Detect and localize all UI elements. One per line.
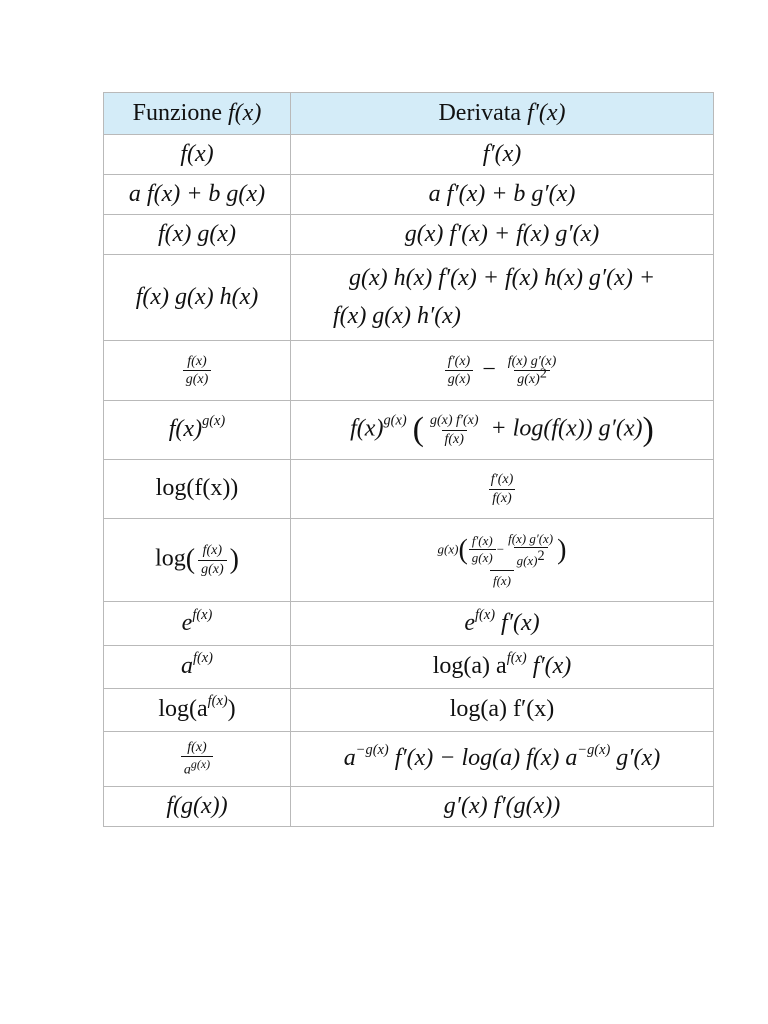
- table-row: [104, 341, 714, 401]
- table-header-row: [104, 93, 714, 135]
- header-function: [104, 93, 291, 135]
- derivative-cell: log(a) f′(x): [291, 689, 714, 732]
- table-row: [104, 460, 714, 519]
- function-text: log(f(x)): [155, 475, 239, 502]
- function-fraction: [181, 740, 213, 778]
- big-fraction-numerator: [434, 532, 571, 571]
- log-text: log: [155, 545, 186, 572]
- derivative-cell: [291, 646, 714, 689]
- function-cell: a f(x) + b g(x): [104, 175, 291, 215]
- derivative-line-1: g(x) h(x) f′(x) + f(x) h(x) g′(x) +: [348, 264, 656, 291]
- fraction-numerator: f(x): [202, 543, 223, 559]
- function-cell: [104, 602, 291, 646]
- table-row: [104, 732, 714, 787]
- power-base: e: [464, 609, 476, 636]
- fraction-numerator: f′(x): [490, 472, 514, 488]
- fraction-numerator: f(x): [187, 353, 207, 369]
- denominator-exponent: 2: [537, 547, 545, 564]
- header-derivative-word: Derivata: [438, 99, 522, 126]
- table-row: [104, 519, 714, 602]
- fraction-denominator: [514, 366, 550, 387]
- derivative-fraction-b: [505, 354, 560, 388]
- table-row: [104, 255, 714, 341]
- header-function-word: Funzione: [132, 99, 222, 126]
- fraction-denominator: g(x): [445, 370, 474, 387]
- power-exponent: g(x): [202, 413, 226, 430]
- fraction-numerator: f(x) g′(x): [507, 353, 557, 369]
- fraction-numerator: f′(x): [471, 533, 493, 549]
- table-row: [104, 646, 714, 689]
- fraction-denominator: f(x): [489, 489, 514, 506]
- derivative-end: g′(x): [616, 745, 661, 772]
- derivative-line-2: f(x) g(x) h′(x): [333, 302, 461, 329]
- function-cell: [104, 460, 291, 519]
- close-paren: ): [557, 533, 567, 565]
- power-base: f(x): [350, 415, 384, 442]
- inner-fraction-a: [469, 534, 496, 566]
- derivative-cell: [291, 602, 714, 646]
- open-paren: (: [412, 411, 424, 448]
- function-cell: [104, 689, 291, 732]
- table-row: [104, 602, 714, 646]
- derivative-cell: [291, 341, 714, 401]
- derivative-rest: f′(x): [501, 609, 540, 636]
- fraction-numerator: f′(x): [447, 353, 471, 369]
- denominator-exponent: 2: [539, 366, 547, 382]
- function-fraction: [198, 543, 227, 577]
- derivative-cell: [291, 460, 714, 519]
- derivatives-table: [103, 92, 714, 827]
- header-derivative: [291, 93, 714, 135]
- minus-sign: −: [482, 356, 496, 383]
- derivative-cell: [291, 401, 714, 460]
- header-function-math: f(x): [228, 99, 262, 126]
- power-base: a: [181, 653, 193, 680]
- derivative-cell: [291, 255, 714, 341]
- open-paren: (: [458, 533, 468, 565]
- derivative-rest: f′(x): [532, 653, 572, 680]
- power-exponent: f(x): [193, 650, 213, 667]
- minus-sign: −: [496, 540, 505, 556]
- table-row: [104, 689, 714, 732]
- derivative-cell: g′(x) f′(g(x)): [291, 787, 714, 827]
- power-base: f(x): [168, 416, 203, 443]
- power-exponent: −g(x): [355, 742, 389, 759]
- function-cell: f(x) g(x): [104, 215, 291, 255]
- function-cell: [104, 519, 291, 602]
- derivative-fraction-a: [445, 354, 474, 388]
- derivative-big-fraction: [434, 532, 571, 589]
- function-prefix: log(a: [158, 696, 208, 723]
- denominator-base: a: [183, 762, 191, 778]
- numerator-prefix: g(x): [437, 540, 459, 556]
- derivative-cell: f′(x): [291, 135, 714, 175]
- fraction-denominator: g(x): [183, 370, 212, 387]
- function-cell: f(x): [104, 135, 291, 175]
- power-exponent: f(x): [506, 650, 527, 667]
- power-exponent: f(x): [475, 606, 496, 623]
- table-row: [104, 401, 714, 460]
- table-row: [104, 135, 714, 175]
- derivative-rest: + log(f(x)) g′(x): [490, 415, 643, 442]
- power-exponent: −g(x): [577, 742, 611, 759]
- power-base: a: [343, 745, 356, 772]
- header-derivative-math: f'(x): [527, 99, 566, 126]
- power-exponent: f(x): [192, 606, 213, 623]
- function-cell: [104, 732, 291, 787]
- denominator-base: g(x): [516, 552, 538, 568]
- power-base: e: [181, 609, 193, 636]
- fraction-denominator: [514, 547, 548, 568]
- inner-fraction-b: [505, 532, 556, 569]
- fraction-denominator: [181, 756, 213, 778]
- fraction-denominator: g(x): [469, 549, 496, 565]
- denominator-exponent: g(x): [190, 757, 211, 772]
- power-exponent: f(x): [207, 693, 228, 710]
- table-row: [104, 175, 714, 215]
- derivative-cell: [291, 519, 714, 602]
- function-cell: f(x) g(x) h(x): [104, 255, 291, 341]
- function-cell: f(g(x)): [104, 787, 291, 827]
- derivative-cell: g(x) f′(x) + f(x) g′(x): [291, 215, 714, 255]
- function-suffix: ): [227, 696, 236, 723]
- derivative-cell: a f′(x) + b g′(x): [291, 175, 714, 215]
- table-row: [104, 787, 714, 827]
- fraction-numerator: g(x) f′(x): [429, 413, 479, 429]
- function-fraction: [183, 354, 212, 388]
- function-cell: [104, 646, 291, 689]
- denominator-base: g(x): [517, 372, 540, 387]
- fraction-denominator: g(x): [198, 560, 227, 577]
- big-fraction-denominator: f(x): [490, 570, 514, 588]
- fraction-numerator: f(x) g′(x): [508, 530, 554, 546]
- function-cell: [104, 341, 291, 401]
- function-cell: [104, 401, 291, 460]
- derivative-middle: f′(x) − log(a) f(x) a: [394, 745, 578, 772]
- derivative-fraction: [488, 472, 517, 506]
- open-paren: (: [185, 544, 196, 575]
- table-row: [104, 215, 714, 255]
- power-exponent: g(x): [383, 412, 407, 429]
- close-paren: ): [642, 411, 654, 448]
- fraction-numerator: f(x): [187, 739, 207, 755]
- close-paren: ): [229, 544, 239, 575]
- derivative-prefix: log(a) a: [432, 653, 507, 680]
- fraction-denominator: f(x): [442, 430, 467, 447]
- derivative-fraction: [427, 413, 482, 447]
- derivative-cell: [291, 732, 714, 787]
